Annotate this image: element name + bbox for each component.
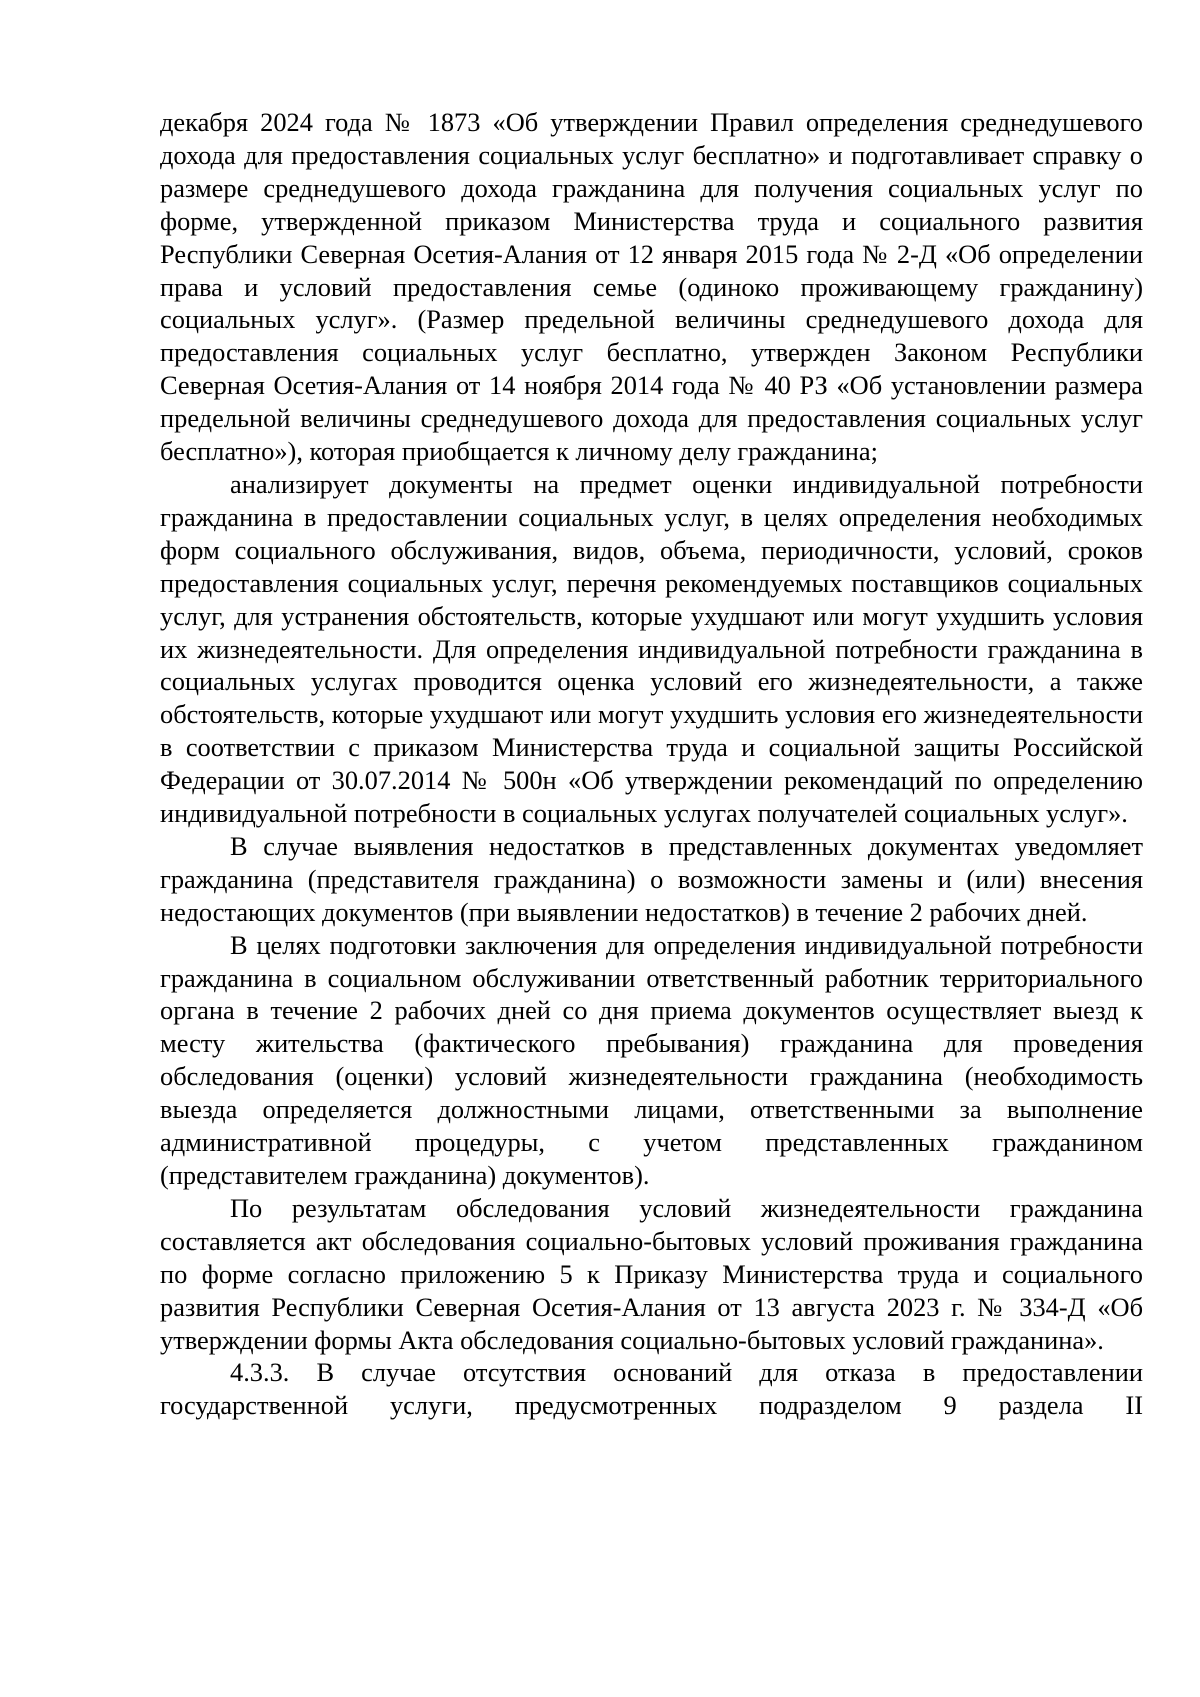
paragraph-inspection-act: По результатам обследования условий жизнедеятельности гражданина составляется акт обследования социально-бытовых условий проживания гражданина по форме согласно приложению 5 к Приказу Министерства труда и социального развития Республики Северная Осетия-Алания от 13 августа 2023 г. № 334-Д «Об утверждении формы Акта обследования социально-бытовых условий гражданина».: [160, 1192, 1143, 1355]
paragraph-income-certificate: декабря 2024 года № 1873 «Об утверждении Правил определения среднедушевого дохода для предоставления социальных услуг бесплатно» и подготавливает справку о размере среднедушевого дохода гражданина для получения социальных услуг по форме, утвержденной приказом Министерства труда и социального развития Республики Северная Осетия-Алания от 12 января 2015 года № 2-Д «Об определении права и условий предоставления семье (одиноко проживающему гражданину) социальных услуг». (Размер предельной величины среднедушевого дохода для предоставления социальных услуг бесплатно, утвержден Законом Республики Северная Осетия-Алания от 14 ноября 2014 года № 40 РЗ «Об установлении размера предельной величины среднедушевого дохода для предоставления социальных услуг бесплатно»), которая приобщается к личному делу гражданина;: [160, 107, 1143, 467]
paragraph-site-visit: В целях подготовки заключения для определения индивидуальной потребности гражданина в социальном обслуживании ответственный работник территориального органа в течение 2 рабочих дней со дня приема документов осуществляет выезд к месту жительства (фактического пребывания) гражданина для проведения обследования (оценки) условий жизнедеятельности гражданина (необходимость выезда определяется должностными лицами, ответственными за выполнение административной процедуры, с учетом представленных гражданином (представителем гражданина) документов).: [160, 929, 1143, 1190]
paragraph-deficiencies-notice: В случае выявления недостатков в представленных документах уведомляет гражданина (представителя гражданина) о возможности замены и (или) внесения недостающих документов (при выявлении недостатков) в течение 2 рабочих дней.: [160, 830, 1143, 927]
document-page: [160, 106, 1143, 1422]
paragraph-needs-analysis: анализирует документы на предмет оценки индивидуальной потребности гражданина в предоставлении социальных услуг, в целях определения необходимых форм социального обслуживания, видов, объема, периодичности, условий, сроков предоставления социальных услуг, перечня рекомендуемых поставщиков социальных услуг, для устранения обстоятельств, которые ухудшают или могут ухудшить условия их жизнедеятельности. Для определения индивидуальной потребности гражданина в социальных услугах проводится оценка условий его жизнедеятельности, а также обстоятельств, которые ухудшают или могут ухудшить условия его жизнедеятельности в соответствии с приказом Министерства труда и социальной защиты Российской Федерации от 30.07.2014 № 500н «Об утверждении рекомендаций по определению индивидуальной потребности в социальных услугах получателей социальных услуг».: [160, 468, 1143, 829]
paragraph-section-4-3-3: 4.3.3. В случае отсутствия оснований для отказа в предоставлении государственной услуги, предусмотренных подразделом 9 раздела II: [160, 1357, 1143, 1421]
